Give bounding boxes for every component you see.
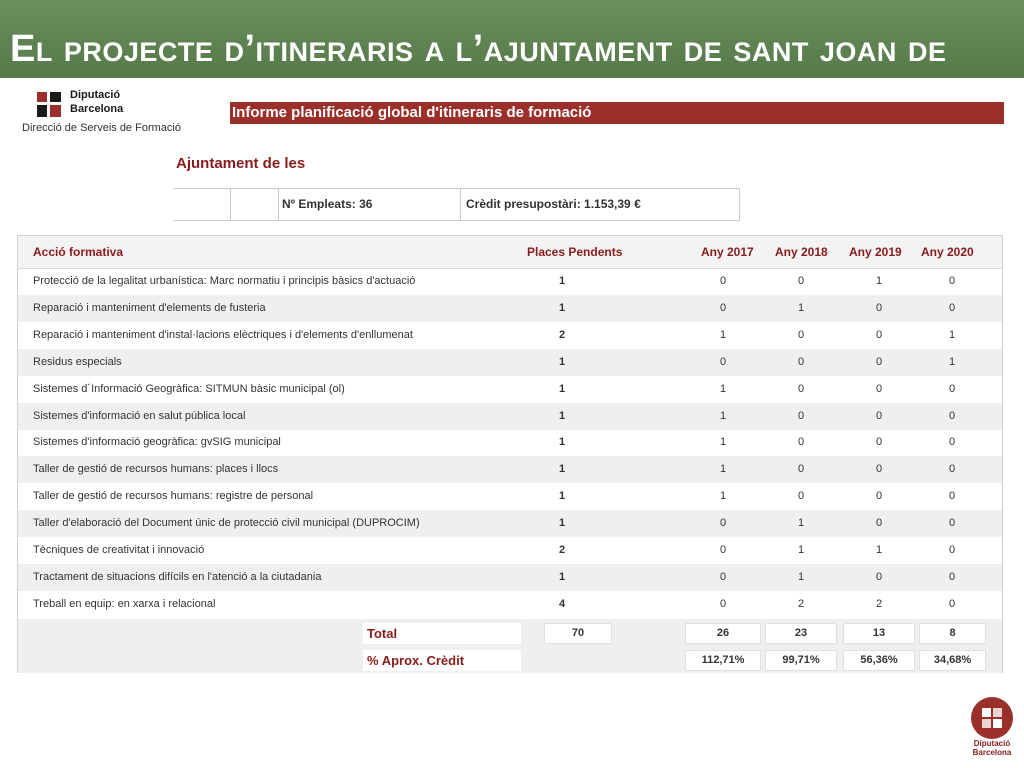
total-2018: 23 bbox=[765, 623, 837, 644]
row-accio: Protecció de la legalitat urbanística: Marc normatiu i principis bàsics d'actuació bbox=[33, 275, 416, 287]
row-2019: 0 bbox=[875, 517, 883, 530]
table-row bbox=[18, 591, 1002, 618]
col-header-2019: Any 2019 bbox=[849, 245, 902, 259]
row-2020: 0 bbox=[948, 463, 956, 476]
row-accio: Taller d'elaboració del Document únic de protecció civil municipal (DUPROCIM) bbox=[33, 517, 420, 530]
row-2018: 0 bbox=[797, 328, 805, 341]
row-2018: 0 bbox=[797, 463, 805, 476]
col-header-2017: Any 2017 bbox=[701, 245, 754, 259]
row-2019: 0 bbox=[875, 570, 883, 583]
info-box bbox=[174, 188, 740, 221]
org-subtitle: Direcció de Serveis de Formació bbox=[22, 122, 181, 134]
table-row bbox=[18, 295, 1002, 322]
row-2018: 1 bbox=[797, 570, 805, 583]
table-row bbox=[18, 483, 1002, 510]
credit-2017: 112,71% bbox=[685, 650, 761, 671]
row-accio: Tractament de situacions difícils en l'atenció a la ciutadania bbox=[33, 570, 322, 583]
table-row bbox=[18, 349, 1002, 376]
col-header-2018: Any 2018 bbox=[775, 245, 828, 259]
row-2018: 1 bbox=[797, 301, 805, 314]
slide-title: El projecte d’itineraris a l’ajuntament de sant joan de bbox=[10, 28, 947, 70]
row-2019: 0 bbox=[875, 490, 883, 503]
row-places: 1 bbox=[558, 517, 566, 530]
row-2020: 0 bbox=[948, 570, 956, 583]
corner-logo bbox=[966, 697, 1018, 765]
row-2019: 1 bbox=[875, 544, 883, 556]
row-accio: Reparació i manteniment d'instal·lacions elèctriques i d'elements d'enllumenat bbox=[33, 328, 413, 341]
row-2020: 1 bbox=[948, 328, 956, 341]
row-accio: Tècniques de creativitat i innovació bbox=[33, 544, 205, 556]
row-2017: 0 bbox=[719, 597, 727, 610]
diputacio-seal-icon bbox=[971, 697, 1013, 739]
credit-2020: 34,68% bbox=[919, 650, 986, 671]
row-accio: Sistemes d´Informació Geogràfica: SITMUN bàsic municipal (ol) bbox=[33, 382, 345, 395]
row-2019: 0 bbox=[875, 436, 883, 449]
org-name-line2: Barcelona bbox=[70, 103, 124, 115]
total-places: 70 bbox=[544, 623, 612, 644]
row-2017: 1 bbox=[719, 328, 727, 341]
info-divider bbox=[230, 189, 231, 220]
row-2018: 0 bbox=[797, 355, 805, 368]
col-header-2020: Any 2020 bbox=[921, 245, 974, 259]
report-header: Informe planificació global d'itineraris de formació bbox=[230, 102, 1004, 124]
row-places: 2 bbox=[558, 544, 566, 556]
row-2018: 0 bbox=[797, 436, 805, 449]
col-header-places: Places Pendents bbox=[527, 245, 623, 259]
row-2019: 0 bbox=[875, 409, 883, 422]
row-2017: 1 bbox=[719, 409, 727, 422]
row-2017: 1 bbox=[719, 490, 727, 503]
total-label: Total bbox=[363, 623, 521, 644]
row-places: 4 bbox=[558, 597, 566, 610]
row-2017: 0 bbox=[719, 544, 727, 556]
row-2018: 2 bbox=[797, 597, 805, 610]
ajuntament-title: Ajuntament de les bbox=[176, 155, 306, 172]
row-2019: 0 bbox=[875, 328, 883, 341]
empleats-count: Nº Empleats: 36 bbox=[282, 197, 373, 211]
row-2019: 1 bbox=[875, 275, 883, 287]
table-row bbox=[18, 456, 1002, 483]
total-2019: 13 bbox=[843, 623, 915, 644]
row-2020: 0 bbox=[948, 490, 956, 503]
row-2017: 0 bbox=[719, 570, 727, 583]
row-places: 1 bbox=[558, 409, 566, 422]
row-2019: 0 bbox=[875, 355, 883, 368]
row-2020: 0 bbox=[948, 409, 956, 422]
table-header bbox=[18, 236, 1002, 269]
row-2020: 0 bbox=[948, 301, 956, 314]
row-places: 1 bbox=[558, 355, 566, 368]
row-2017: 1 bbox=[719, 436, 727, 449]
corner-logo-line2: Barcelona bbox=[972, 748, 1012, 757]
row-accio: Reparació i manteniment d'elements de fusteria bbox=[33, 301, 266, 314]
table-row bbox=[18, 403, 1002, 430]
row-places: 1 bbox=[558, 382, 566, 395]
row-places: 1 bbox=[558, 301, 566, 314]
row-2019: 0 bbox=[875, 463, 883, 476]
row-2017: 1 bbox=[719, 382, 727, 395]
table-row bbox=[18, 322, 1002, 349]
row-2019: 0 bbox=[875, 301, 883, 314]
row-2017: 0 bbox=[719, 301, 727, 314]
corner-logo-line1: Diputació bbox=[973, 739, 1011, 748]
row-places: 2 bbox=[558, 328, 566, 341]
row-2020: 0 bbox=[948, 436, 956, 449]
table-row bbox=[18, 429, 1002, 456]
row-2020: 0 bbox=[948, 517, 956, 530]
row-places: 1 bbox=[558, 570, 566, 583]
row-places: 1 bbox=[558, 436, 566, 449]
row-2020: 0 bbox=[948, 597, 956, 610]
row-2020: 0 bbox=[948, 275, 956, 287]
row-2017: 0 bbox=[719, 355, 727, 368]
credit-2018: 99,71% bbox=[765, 650, 837, 671]
info-divider bbox=[278, 189, 279, 220]
row-accio: Treball en equip: en xarxa i relacional bbox=[33, 597, 216, 610]
table-row bbox=[18, 376, 1002, 403]
total-2017: 26 bbox=[685, 623, 761, 644]
row-2017: 1 bbox=[719, 463, 727, 476]
org-logo bbox=[22, 86, 210, 136]
credit-2019: 56,36% bbox=[843, 650, 915, 671]
row-2020: 0 bbox=[948, 382, 956, 395]
row-2018: 0 bbox=[797, 275, 805, 287]
org-name-line1: Diputació bbox=[70, 89, 121, 101]
row-accio: Taller de gestió de recursos humans: places i llocs bbox=[33, 463, 279, 476]
row-2019: 0 bbox=[875, 382, 883, 395]
row-2018: 1 bbox=[797, 517, 805, 530]
row-2020: 1 bbox=[948, 355, 956, 368]
row-2018: 0 bbox=[797, 409, 805, 422]
row-2018: 1 bbox=[797, 544, 805, 556]
row-accio: Sistemes d'informació en salut pública local bbox=[33, 409, 246, 422]
row-2018: 0 bbox=[797, 382, 805, 395]
credit-label: % Aprox. Crèdit bbox=[363, 650, 521, 671]
row-2019: 2 bbox=[875, 597, 883, 610]
row-places: 1 bbox=[558, 275, 566, 287]
table-footer bbox=[18, 619, 1002, 673]
row-places: 1 bbox=[558, 463, 566, 476]
total-2020: 8 bbox=[919, 623, 986, 644]
credit-budget: Crèdit presupostàri: 1.153,39 € bbox=[466, 197, 641, 211]
row-places: 1 bbox=[558, 490, 566, 503]
table-row bbox=[18, 268, 1002, 295]
row-2020: 0 bbox=[948, 544, 956, 556]
table-row bbox=[18, 564, 1002, 591]
row-2017: 0 bbox=[719, 517, 727, 530]
slide-title-bar bbox=[0, 0, 1024, 78]
row-accio: Taller de gestió de recursos humans: registre de personal bbox=[33, 490, 314, 503]
row-2017: 0 bbox=[719, 275, 727, 287]
row-accio: Residus especials bbox=[33, 355, 122, 368]
row-2018: 0 bbox=[797, 490, 805, 503]
col-header-accio: Acció formativa bbox=[33, 245, 124, 259]
info-divider bbox=[460, 189, 461, 220]
table-row bbox=[18, 537, 1002, 564]
diputacio-emblem-icon bbox=[34, 88, 64, 120]
row-accio: Sistemes d'informació geogràfica: gvSIG municipal bbox=[33, 436, 281, 449]
table-row bbox=[18, 510, 1002, 537]
training-table bbox=[17, 235, 1003, 673]
